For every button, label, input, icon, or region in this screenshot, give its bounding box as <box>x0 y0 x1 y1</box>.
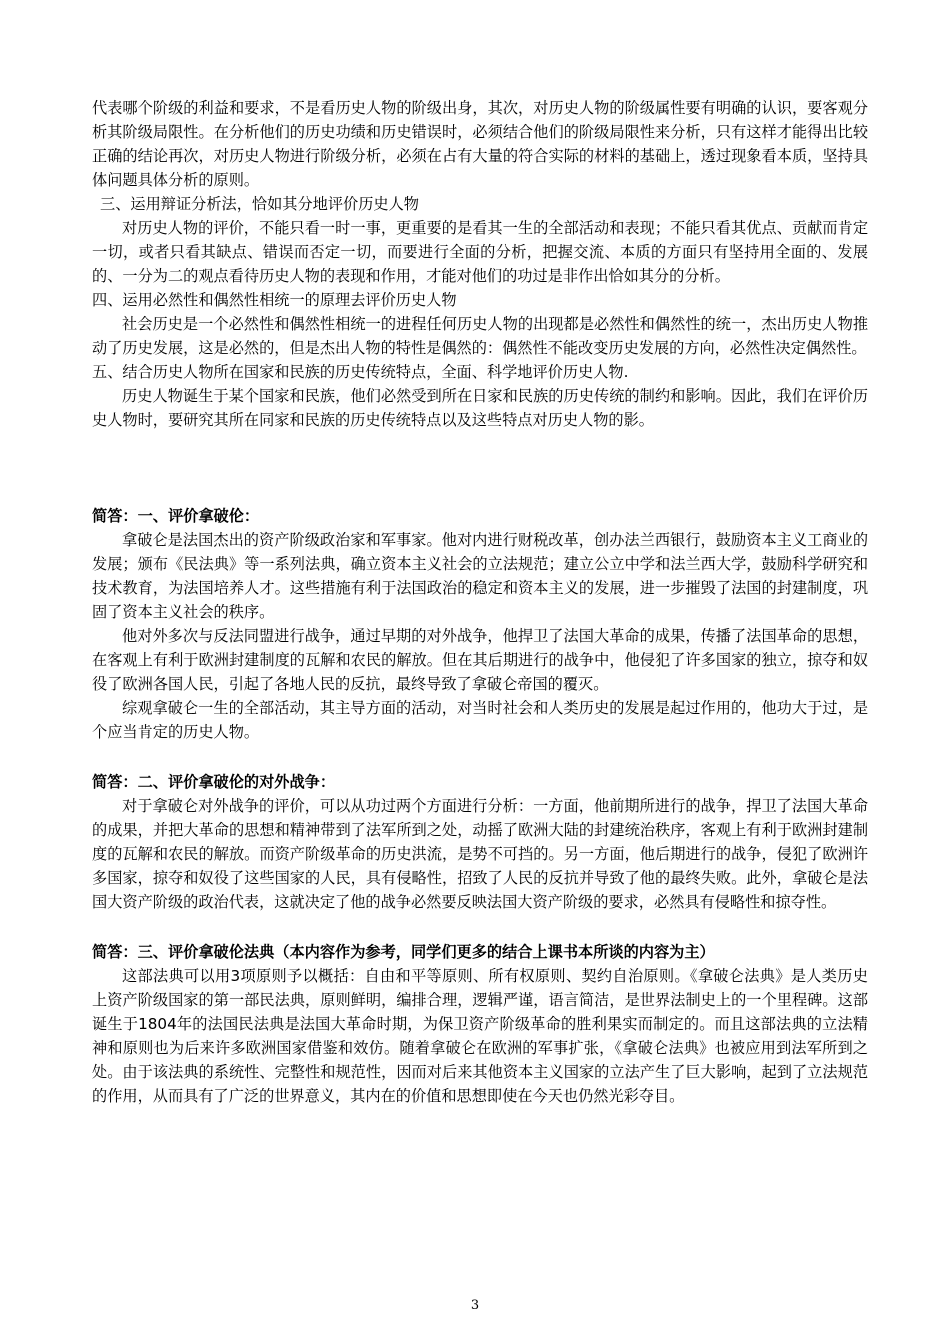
body-paragraph: 社会历史是一个必然性和偶然性相统一的进程任何历史人物的出现都是必然性和偶然性的统一，杰出历史人物推动了历史发展，这是必然的，但是杰出人物的特性是偶然的：偶然性不能改变历史发展的方向，必然性决定偶然性。 <box>92 315 868 357</box>
body-paragraph: 历史人物诞生于某个国家和民族，他们必然受到所在日家和民族的历史传统的制约和影响。因此，我们在评价历史人物时，要研究其所在同家和民族的历史传统特点以及这些特点对历史人物的影。 <box>92 387 868 429</box>
section-spacer <box>92 744 868 770</box>
section-spacer <box>92 914 868 940</box>
section-heading: 三、运用辩证分析法，恰如其分地评价历史人物 <box>100 195 419 213</box>
section-heading: 五、结合历史人物所在国家和民族的历史传统特点，全面、科学地评价历史人物. <box>92 363 629 381</box>
document-page <box>92 96 868 1108</box>
body-paragraph: 这部法典可以用3项原则予以概括：自由和平等原则、所有权原则、契约自治原则。《拿破仑法典》是人类历史上资产阶级国家的第一部民法典，原则鲜明，编排合理，逻辑严谨，语言简洁，是世界法制史上的一个里程碑。这部诞生于1804年的法国民法典是法国大革命时期，为保卫资产阶级革命的胜利果实而制定的。而且这部法典的立法精神和原则也为后来许多欧洲国家借鉴和效仿。随着拿破仑在欧洲的军事扩张，《拿破仑法典》也被应用到法军所到之处。由于该法典的系统性、完整性和规范性，因而对后来其他资本主义国家的立法产生了巨大影响，起到了立法规范的作用，从而具有了广泛的世界意义，其内在的价值和思想即使在今天也仍然光彩夺目。 <box>92 967 868 1105</box>
section-spacer <box>92 432 868 504</box>
question-heading: 简答：三、评价拿破伦法典（本内容作为参考，同学们更多的结合上课书本所谈的内容为主） <box>92 943 715 961</box>
document-body <box>92 96 868 1108</box>
body-paragraph: 综观拿破仑一生的全部活动，其主导方面的活动，对当时社会和人类历史的发展是起过作用的，他功大于过，是个应当肯定的历史人物。 <box>92 699 868 741</box>
body-paragraph: 对历史人物的评价，不能只看一时一事，更重要的是看其一生的全部活动和表现；不能只看其优点、贡献而肯定一切，或者只看其缺点、错误而否定一切，而要进行全面的分析，把握交流、本质的方面只有坚持用全面的、发展的、一分为二的观点看待历史人物的表现和作用，才能对他们的功过是非作出恰如其分的分析。 <box>92 219 868 285</box>
section-heading: 四、运用必然性和偶然性相统一的原理去评价历史人物 <box>92 291 457 309</box>
question-heading: 简答：一、评价拿破伦： <box>92 507 260 525</box>
question-heading: 简答：二、评价拿破伦的对外战争： <box>92 773 335 791</box>
body-paragraph: 对于拿破仑对外战争的评价，可以从功过两个方面进行分析：一方面，他前期所进行的战争，捍卫了法国大革命的成果，并把大革命的思想和精神带到了法军所到之处，动摇了欧洲大陆的封建统治秩序，客观上有利于欧洲封建制度的瓦解和农民的解放。而资产阶级革命的历史洪流，是势不可挡的。另一方面，他后期进行的战争，侵犯了欧洲许多国家，掠夺和奴役了这些国家的人民，具有侵略性，招致了人民的反抗并导致了他的最终失败。此外，拿破仑是法国大资产阶级的政治代表，这就决定了他的战争必然要反映法国大资产阶级的要求，必然具有侵略性和掠夺性。 <box>92 797 868 911</box>
body-paragraph: 代表哪个阶级的利益和要求，不是看历史人物的阶级出身，其次，对历史人物的阶级属性要有明确的认识，要客观分析其阶级局限性。在分析他们的历史功绩和历史错误时，必须结合他们的阶级局限性来分析，只有这样才能得出比较正确的结论再次，对历史人物进行阶级分析，必须在占有大量的符合实际的材料的基础上，透过现象看本质，坚持具体问题具体分析的原则。 <box>92 99 868 189</box>
body-paragraph: 拿破仑是法国杰出的资产阶级政治家和军事家。他对内进行财税改革，创办法兰西银行，鼓励资本主义工商业的发展；颁布《民法典》等一系列法典，确立资本主义社会的立法规范；建立公立中学和法兰西大学，鼓励科学研究和技术教育，为法国培养人才。这些措施有利于法国政治的稳定和资本主义的发展，进一步摧毁了法国的封建制度，巩固了资本主义社会的秩序。 <box>92 531 868 621</box>
body-paragraph: 他对外多次与反法同盟进行战争，通过早期的对外战争，他捍卫了法国大革命的成果，传播了法国革命的思想，在客观上有利于欧洲封建制度的瓦解和农民的解放。但在其后期进行的战争中，他侵犯了许多国家的独立，掠夺和奴役了欧洲各国人民，引起了各地人民的反抗，最终导致了拿破仑帝国的覆灭。 <box>92 627 868 693</box>
page-number: 3 <box>470 1298 480 1313</box>
